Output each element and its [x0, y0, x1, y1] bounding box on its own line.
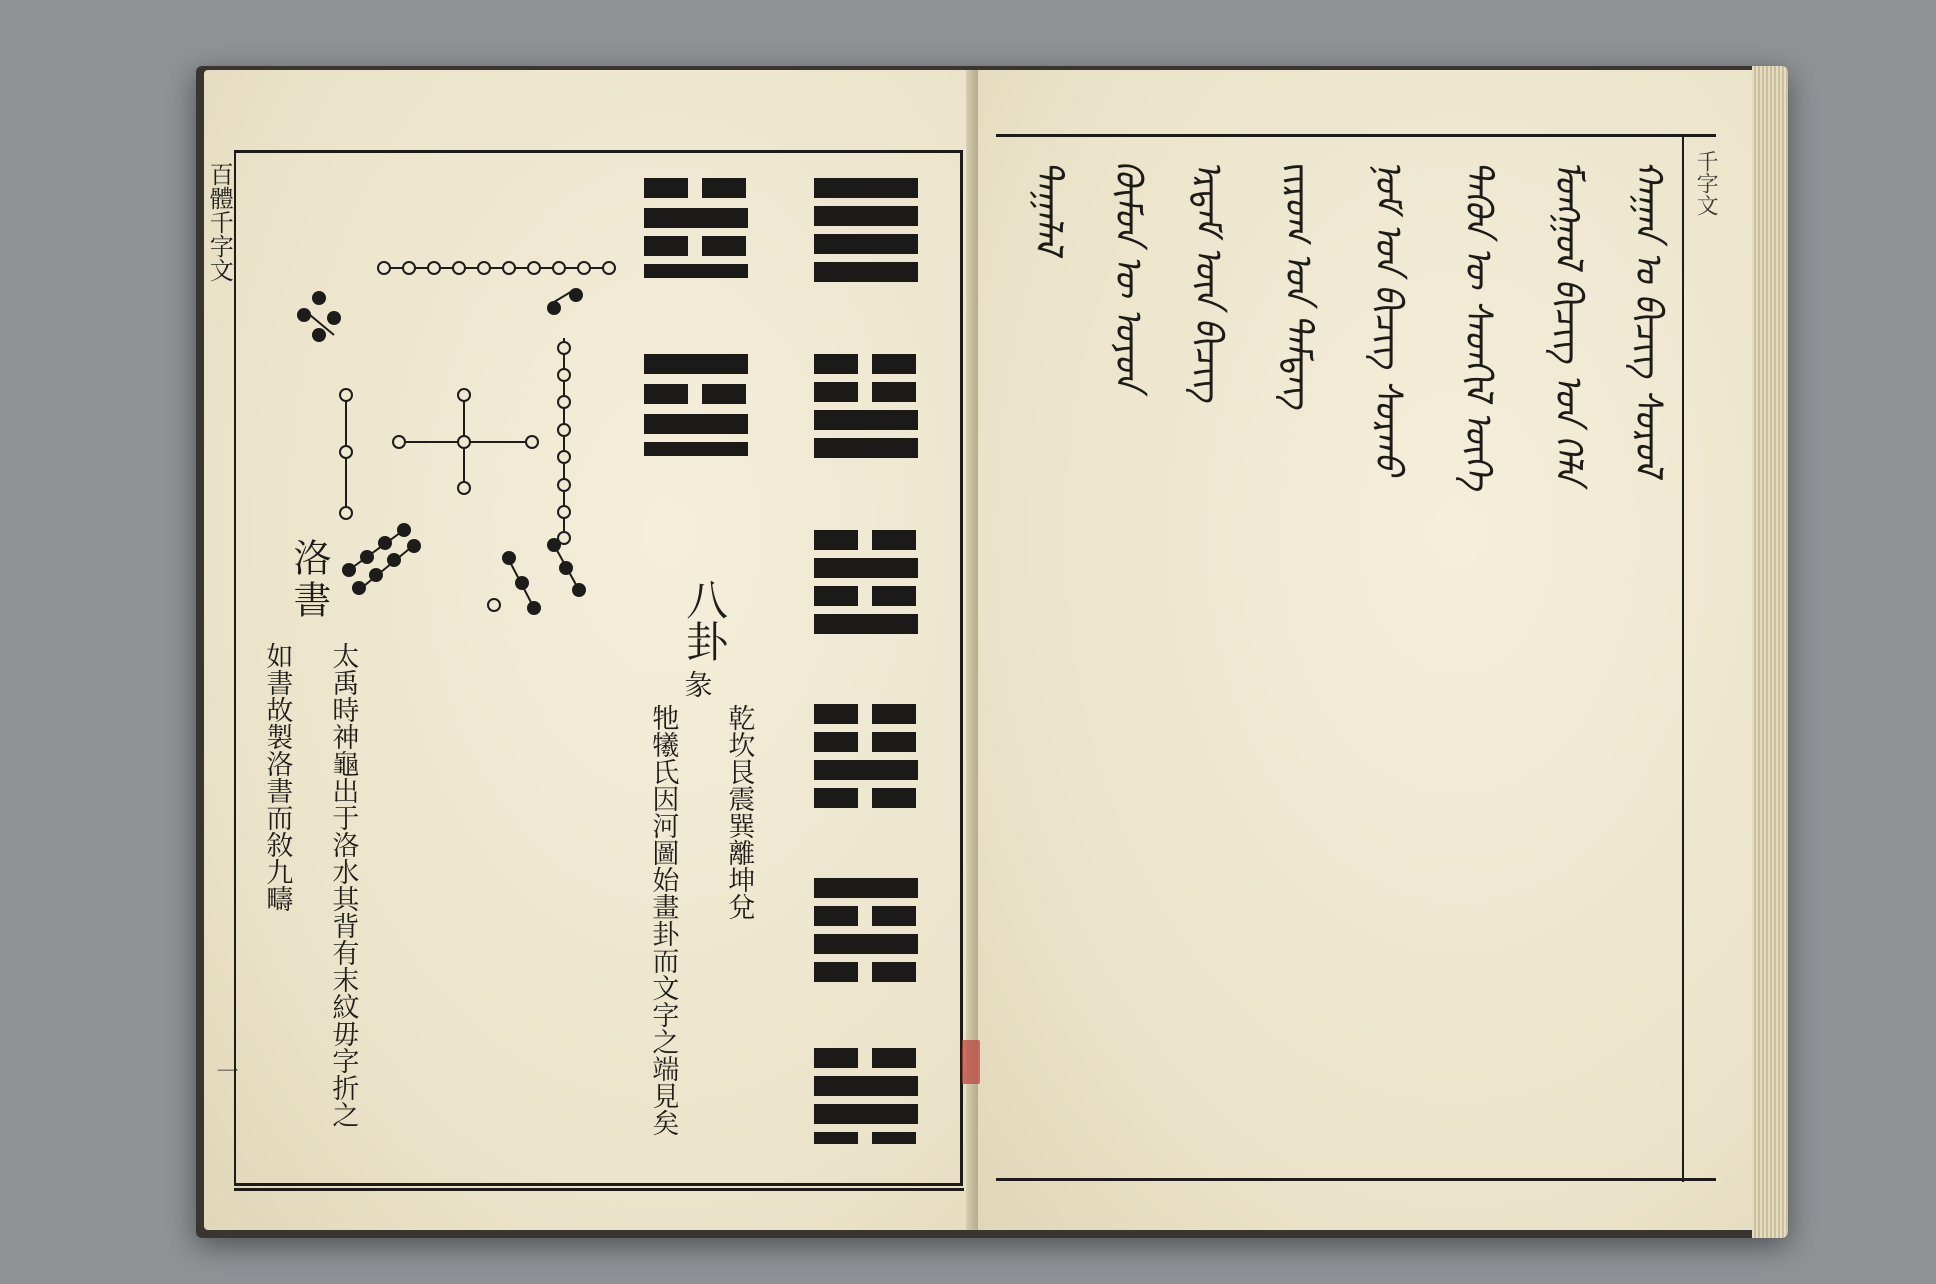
bagua-trigram-names: 乾坎艮震巽離坤兌: [723, 704, 755, 920]
left-page: [204, 70, 974, 1230]
right-margin-title: 千字文: [1693, 150, 1719, 216]
mongol-column-8: ᠲᠠᠭᠠᠯᠠᠯ: [1026, 160, 1070, 254]
trigram-kun: [644, 354, 748, 458]
trigram-qian: [644, 178, 748, 282]
open-book: [196, 66, 1788, 1238]
right-top-rule: [996, 134, 1716, 137]
right-page-margin-rule: [1682, 134, 1684, 1182]
trigram-3: [814, 530, 918, 634]
left-margin-title: 百體千字文: [205, 162, 234, 282]
bagua-title-suffix: 彖: [680, 670, 714, 698]
mongol-column-2: ᠮᠣᠩᠭᠣᠯ ᠪᠢᠴᠢᠭ ᠤᠨ ᠬᠡᠯᠡ: [1546, 160, 1590, 484]
red-seal: [962, 1040, 980, 1084]
bagua-title: 八卦: [680, 578, 730, 662]
mongol-column-3: ᠲᠡᠭᠦᠨ ᠦ ᠰᠡᠳᠬᠢᠯ ᠦᠭᠡ: [1456, 160, 1500, 491]
mongol-column-5: ᠵᠢᠷᠤᠭ ᠤᠨ ᠲᠡᠮᠳᠡᠭ: [1276, 160, 1320, 409]
left-bottom-rule: [234, 1188, 964, 1191]
luoshu-text-column-2: 如書故製洛書而敘九疇: [261, 642, 293, 912]
bagua-description: 牠犧氏因河圖始畫卦而文字之端見矣: [647, 704, 679, 1136]
mongol-column-6: ᠡᠷᠳᠡᠮ ᠦᠨ ᠪᠢᠴᠢᠭ: [1186, 160, 1230, 402]
mongol-column-7: ᠬᠦᠮᠦᠨ ᠦ ᠣᠶᠤᠨ: [1106, 160, 1150, 390]
mongol-column-4: ᠨᠣᠮ ᠤᠨ ᠪᠢᠴᠢᠭ ᠰᠤᠷᠬᠤ: [1366, 160, 1410, 475]
trigram-5: [814, 878, 918, 982]
trigram-4: [814, 704, 918, 808]
luoshu-text-column-1: 太禹時神龜出于洛水其背有末紋毋字折之: [327, 642, 359, 1128]
page-number: 一: [213, 1060, 239, 1082]
trigram-2: [814, 354, 918, 458]
mongol-column-1: ᠬᠠᠭᠠᠨ ᠤ ᠪᠢᠴᠢᠭ ᠰᠤᠷᠤᠯ: [1626, 160, 1670, 476]
page-edges: [1752, 66, 1788, 1238]
right-page: [978, 70, 1776, 1230]
luoshu-title: 洛書: [286, 538, 331, 622]
trigram-6: [814, 1048, 918, 1152]
right-bottom-rule: [996, 1178, 1716, 1181]
trigram-1: [814, 178, 918, 282]
